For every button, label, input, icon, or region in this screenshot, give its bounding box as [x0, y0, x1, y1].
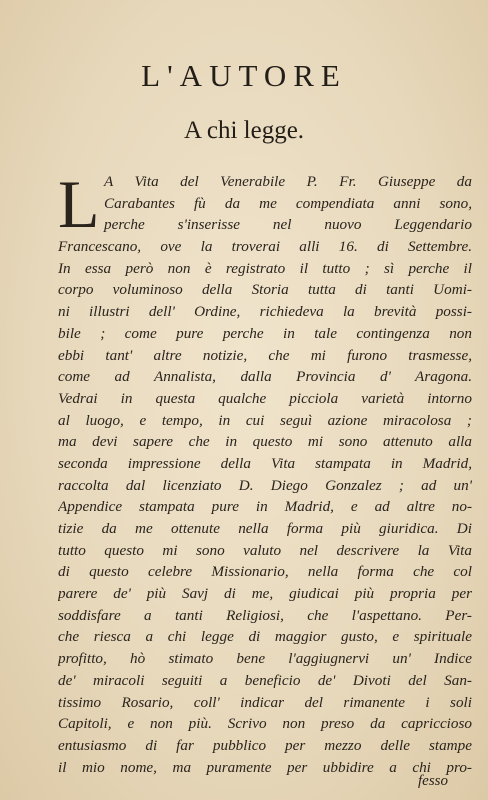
text-line: Francescano, ove la troverai alli 16. di Settembre. — [58, 238, 472, 256]
text-line: bile ; come pure perche in tale contingenza non — [58, 324, 472, 342]
drop-cap: L — [58, 166, 100, 242]
text-line: de' miracoli seguiti a beneficio de' Divoti del San- — [58, 671, 472, 689]
text-line: corpo voluminoso della Storia tutta di tanti Uomi- — [58, 281, 472, 299]
page-subtitle: A chi legge. — [183, 117, 305, 144]
text-line: tissimo Rosario, coll' indicar del rimanente i soli — [58, 693, 472, 711]
text-line: parere de' più Savj di me, giudicai più propria per — [58, 585, 472, 603]
text-line: entusiasmo di far pubblico per mezzo delle stampe — [58, 736, 472, 754]
text-line: soddisfare a tanti Religiosi, che l'aspettano. Per- — [58, 606, 472, 624]
text-line: tutto questo mi sono valuto nel descrivere la Vita — [58, 541, 472, 559]
text-line: ni illustri dell' Ordine, richiedeva la brevità possi- — [58, 303, 472, 321]
text-line: seconda impressione della Vita stampata in Madrid, — [58, 454, 472, 472]
text-line: Appendice stampata pure in Madrid, e ad altre no- — [58, 498, 472, 516]
text-line: ma devi sapere che in questo mi sono attenuto alla — [58, 433, 472, 451]
text-line: profitto, hò stimato bene l'aggiugnervi un' Indice — [58, 650, 472, 668]
text-line: A Vita del Venerabile P. Fr. Giuseppe da — [104, 173, 472, 190]
text-line: perche s'inserisse nel nuovo Leggendario — [104, 216, 472, 234]
text-line: ebbi tant' altre notizie, che mi furono trasmesse, — [58, 346, 472, 364]
text-line: Vedrai in questa qualche picciola varietà intorno — [58, 389, 472, 407]
text-line: come ad Annalista, dalla Provincia d' Aragona. — [58, 368, 472, 386]
text-line: raccolta dal licenziato D. Diego Gonzalez ; ad un' — [58, 476, 472, 494]
text-line: Capitoli, e non più. Scrivo non preso da capriccioso — [58, 715, 472, 733]
text-line: Carabantes fù da me compendiata anni sono, — [104, 194, 472, 212]
text-line: tizie da me ottenute nella forma più giuridica. Di — [58, 520, 472, 537]
page-title: L'AUTORE — [141, 58, 347, 93]
text-line: che riesca a chi legge di maggior gusto, e spirituale — [58, 628, 472, 646]
catchword: fesso — [418, 773, 448, 789]
text-line: In essa però non è registrato il tutto ; sì perche il — [58, 259, 472, 277]
text-line: al luogo, e tempo, in cui seguì azione miracolosa ; — [58, 411, 472, 429]
text-line: il mio nome, ma puramente per ubbidire a chi pro- — [58, 758, 472, 776]
text-line: di questo celebre Missionario, nella forma che col — [58, 563, 472, 581]
body-text — [58, 166, 472, 778]
